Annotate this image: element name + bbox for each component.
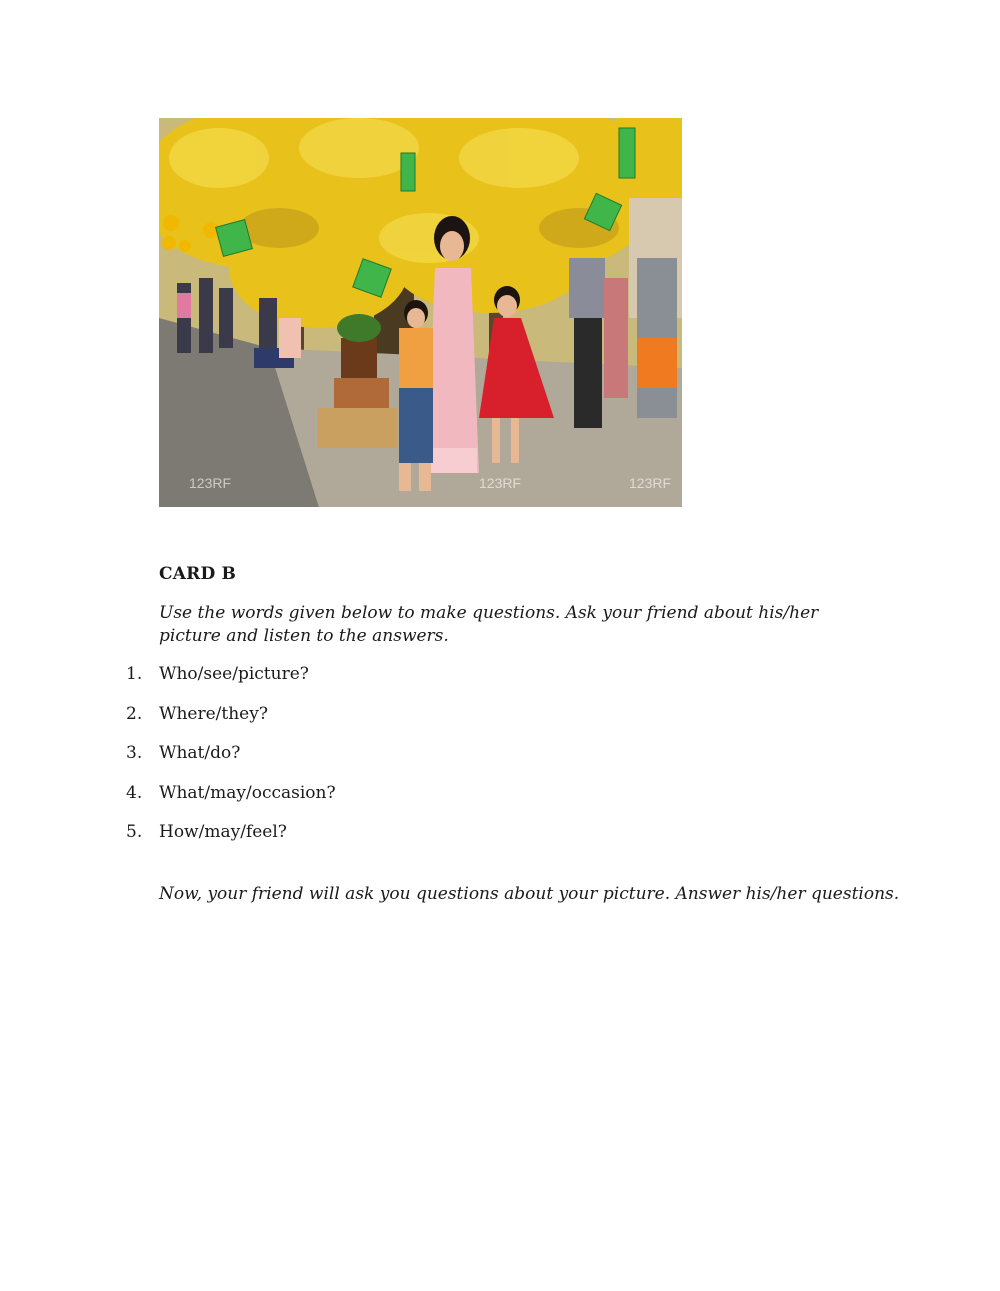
- question-text: How/may/feel?: [159, 822, 287, 842]
- instruction-text: Use the words given below to make questions. Ask your friend about his/her picture and listen to the answers.: [159, 603, 819, 646]
- photo-watermark: 123RF: [629, 475, 672, 491]
- question-item: [126, 822, 336, 862]
- question-item: [126, 704, 336, 744]
- question-item: [126, 664, 336, 704]
- question-item: [126, 743, 336, 783]
- photo-watermark: 123RF: [189, 475, 232, 491]
- question-number: 3.: [126, 743, 143, 763]
- card-title: CARD B: [159, 564, 237, 584]
- closing-instruction: Now, your friend will ask you questions about your picture. Answer his/her questions.: [159, 884, 900, 904]
- question-number: 1.: [126, 664, 143, 684]
- question-number: 4.: [126, 782, 143, 803]
- question-item: [126, 783, 336, 823]
- question-number: 5.: [126, 822, 143, 842]
- question-text: Where/they?: [159, 703, 268, 724]
- question-list: [126, 664, 336, 862]
- family-photo: [159, 118, 682, 507]
- question-text: What/may/occasion?: [159, 782, 336, 803]
- photo-watermark: 123RF: [479, 475, 522, 491]
- question-text: What/do?: [159, 743, 241, 763]
- question-number: 2.: [126, 703, 143, 724]
- question-text: Who/see/picture?: [159, 664, 309, 684]
